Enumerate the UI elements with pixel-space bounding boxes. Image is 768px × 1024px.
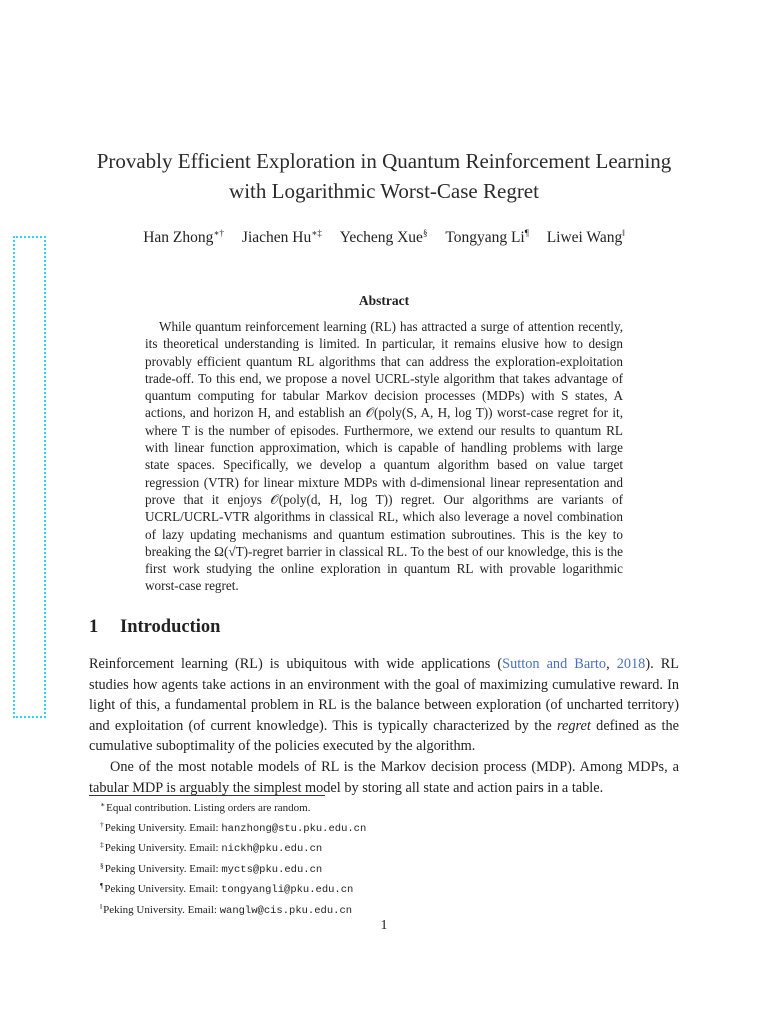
footnote-mark: ¶ xyxy=(100,881,104,890)
p1-text-a: Reinforcement learning (RL) is ubiquitous with wide applications ( xyxy=(89,656,503,672)
author-marks: ∗‡ xyxy=(311,228,322,238)
author-marks: § xyxy=(422,228,428,238)
author-list xyxy=(60,222,708,249)
citation-link[interactable] xyxy=(502,656,606,672)
footnote-text: Peking University. Email: xyxy=(104,821,222,834)
footnote xyxy=(100,817,366,838)
footnote xyxy=(100,837,366,858)
author-marks: ‖ xyxy=(622,228,625,238)
introduction-body xyxy=(89,654,679,798)
section-heading xyxy=(89,617,220,638)
author-marks: ∗† xyxy=(213,228,225,238)
page-number: 1 xyxy=(380,918,388,933)
footnote xyxy=(100,797,366,817)
footnote xyxy=(100,878,366,899)
author-marks: ¶ xyxy=(524,228,529,238)
abstract-heading: Abstract xyxy=(358,293,410,308)
author xyxy=(340,222,428,249)
arxiv-sidebar-stamp xyxy=(13,236,46,718)
author-name: Tongyang Li xyxy=(445,229,525,246)
footnote xyxy=(100,899,366,920)
footnote-mark: ‖ xyxy=(100,901,103,911)
footnote-mark: § xyxy=(100,860,104,870)
footnote-text: Peking University. Email: xyxy=(104,883,222,895)
title-line-2: with Logarithmic Worst-Case Regret xyxy=(229,179,539,203)
author xyxy=(547,222,625,249)
footnote-text: Peking University. Email: xyxy=(104,842,222,854)
section-title: Introduction xyxy=(120,617,221,637)
abstract-text: While quantum reinforcement learning (RL) has attracted a surge of attention recently, its theoretical understanding is limited. In particular, it remains elusive how to design provably efficient quantum RL algorithms that can address the exploration-exploitation trade-off. To this end, we propose a novel UCRL-style algorithm that takes advantage of quantum computing for tabular Markov decision processes (MDPs) with S states, A actions, and horizon H, and establish an 𝒪(poly(S, A, H, log T)) worst-case regret for it, where T is the number of episodes. Furthermore, we extend our results to quantum RL with linear function approximation, which is capable of handling problems with large state spaces. Specifically, we develop a quantum algorithm based on value target regression (VTR) for linear mixture MDPs with d-dimensional linear representation and prove that it enjoys 𝒪(poly(d, H, log T)) regret. Our algorithms are variants of UCRL/UCRL-VTR algorithms in classical RL, which also leverage a novel combination of lazy updating mechanisms and quantum estimation subroutines. This is the key to breaking the Ω(√T)-regret barrier in classical RL. To the best of our knowledge, this is the first work studying the online exploration in quantum RL with provable logarithmic worst-case regret. xyxy=(145,319,623,594)
intro-paragraph-1 xyxy=(89,654,679,757)
title-line-1: Provably Efficient Exploration in Quantum Reinforcement Learning xyxy=(96,149,672,173)
footnote-mark: ‡ xyxy=(100,840,104,849)
author xyxy=(143,222,224,249)
footnote-text: Peking University. Email: xyxy=(103,903,220,916)
citation-year: 2018 xyxy=(616,656,646,672)
author-name: Han Zhong xyxy=(143,229,214,246)
footnote-email[interactable]: hanzhong@stu.pku.edu.cn xyxy=(221,822,367,835)
p1-text-b: ). RL studies how agents take actions in an environment with the goal of maximizing cumulative reward. In light of this, a fundamental problem in RL is the balance between exploration (of uncharted territory) and exploitation (of current knowledge). This is typically characterized by the xyxy=(89,656,679,734)
footnote xyxy=(100,858,366,879)
paper-title xyxy=(60,146,708,206)
author-name: Yecheng Xue xyxy=(339,229,423,246)
footnote-text: Equal contribution. Listing orders are random. xyxy=(106,802,311,814)
citation-year-link[interactable] xyxy=(617,656,646,672)
author-name: Liwei Wang xyxy=(546,229,623,246)
footnote-mark: † xyxy=(100,819,104,829)
footnote-text: Peking University. Email: xyxy=(104,862,222,875)
footnote-email[interactable]: nickh@pku.edu.cn xyxy=(221,843,323,855)
citation-sep: , xyxy=(606,656,617,672)
footnote-rule xyxy=(89,795,325,796)
footnote-email[interactable]: wanglw@cis.pku.edu.cn xyxy=(219,904,353,917)
citation-authors: Sutton and Barto xyxy=(502,656,607,672)
footnote-email[interactable]: tongyangli@pku.edu.cn xyxy=(221,884,354,896)
author xyxy=(242,222,322,249)
author xyxy=(445,222,529,249)
footnotes xyxy=(100,797,366,919)
intro-paragraph-2: One of the most notable models of RL is the Markov decision process (MDP). Among MDPs, a tabular MDP is arguably the simplest model by storing all state and action pairs in a table. xyxy=(89,758,679,796)
footnote-mark: ∗ xyxy=(100,800,106,809)
p1-text-c: defined as the cumulative suboptimality of the policies executed by the algorithm. xyxy=(89,717,680,755)
author-name: Jiachen Hu xyxy=(241,229,312,246)
footnote-email[interactable]: mycts@pku.edu.cn xyxy=(221,863,323,876)
section-number: 1 xyxy=(89,617,99,637)
regret-term: regret xyxy=(557,717,591,734)
